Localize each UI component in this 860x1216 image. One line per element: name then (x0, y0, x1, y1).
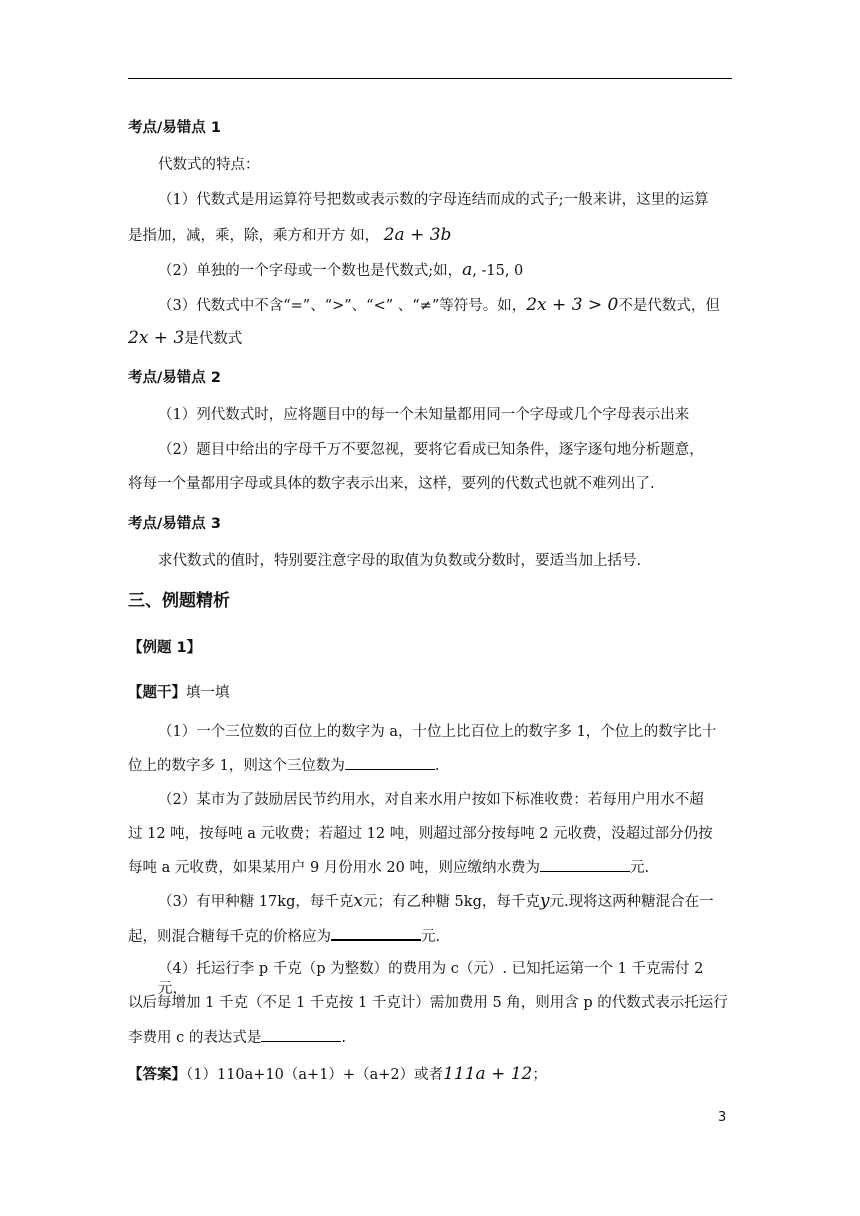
q1-answer-blank (345, 755, 435, 770)
q3-end: 元. (421, 929, 441, 945)
kaodian1-p3-mid: 不是代数式，但 (618, 298, 720, 314)
q3-text-3: 元.现将这两种糖混合在一 (549, 894, 714, 910)
header-rule (128, 78, 732, 79)
kaodian2-p2-line1: （2）题目中给出的字母千万不要忽视，要将它看成已知条件，逐字逐句地分析题意， (158, 442, 704, 458)
q2-text: 每吨 a 元收费，如果某用户 9 月份用水 20 吨，则应缴纳水费为 (128, 860, 540, 876)
answer-label: 【答案】 (128, 1067, 186, 1083)
kaodian2-heading: 考点/易错点 2 (128, 370, 221, 386)
kaodian1-p3-line1 (128, 295, 732, 316)
answer-text: （1）110a+10（a+1）+（a+2）或者 (186, 1067, 444, 1083)
q4-end: . (341, 1030, 346, 1046)
q4-line3 (128, 1027, 732, 1048)
kaodian1-p3-line2 (128, 328, 732, 349)
answer-formula: 111a + 12 (443, 1064, 533, 1084)
kaodian1-p1-text: 是指加，减，乘，除，乘方和开方 如， (128, 228, 380, 244)
example1-label: 【例题 1】 (128, 640, 202, 656)
q4-text: 李费用 c 的表达式是 (128, 1030, 262, 1046)
q2-line2: 过 12 吨，按每吨 a 元收费；若超过 12 吨，则超过部分按每吨 2 元收费，没超过部分仍按 (128, 826, 713, 842)
page-number: 3 (718, 1110, 727, 1125)
q1-line1: （1）一个三位数的百位上的数字为 a，十位上比百位上的数字多 1，个位上的数字比十 (158, 724, 717, 740)
kaodian1-p1-formula: 2a + 3b (383, 225, 452, 245)
q4-answer-blank (261, 1027, 341, 1042)
example1-stem (128, 683, 732, 703)
kaodian1-p3-formula2: 2x + 3 (128, 328, 185, 348)
q3-text-4: 起，则混合糖每千克的价格应为 (128, 929, 331, 945)
answer-end: ； (532, 1067, 547, 1083)
section-title: 三、例题精析 (128, 591, 230, 611)
kaodian1-p1-line1: （1）代数式是用运算符号把数或表示数的字母连结而成的式子;一般来讲，这里的运算 (158, 192, 709, 208)
q3-line2 (128, 925, 732, 947)
q3-text-1: （3）有甲种糖 17kg，每千克 (158, 894, 354, 910)
stem-label: 【题干】 (128, 685, 186, 701)
q3-text-2: 元；有乙种糖 5kg，每千克 (362, 894, 540, 910)
kaodian1-p1-line2 (128, 225, 732, 246)
kaodian1-heading: 考点/易错点 1 (128, 120, 221, 136)
kaodian3-heading: 考点/易错点 3 (128, 516, 221, 532)
q2-line3 (128, 857, 732, 878)
q3-var-x: x (353, 891, 363, 911)
q4-line1: （4）托运行李 p 千克（p 为整数）的费用为 c（元）. 已知托运第一个 1 千克需付 2 元， (158, 961, 704, 997)
q2-line1: （2）某市为了鼓励居民节约用水，对自来水用户按如下标准收费：若每用户用水不超 (158, 792, 704, 808)
kaodian2-p1: （1）列代数式时，应将题目中的每一个未知量都用同一个字母或几个字母表示出来 (158, 407, 690, 423)
q3-line1 (128, 891, 732, 912)
stem-text: 填一填 (186, 685, 230, 701)
kaodian1-p2 (128, 260, 732, 281)
kaodian1-p2-text: （2）单独的一个字母或一个数也是代数式;如， (158, 263, 463, 279)
q4-line2: 以后每增加 1 千克（不足 1 千克按 1 千克计）需加费用 5 角，则用含 p 的代数式表示托运行 (128, 995, 728, 1011)
kaodian1-p2-tail: , -15, 0 (472, 263, 524, 279)
kaodian2-p2-line2: 将每一个量都用字母或具体的数字表示出来，这样，要列的代数式也就不难列出了. (128, 476, 655, 492)
kaodian1-p3-formula1: 2x + 3 > 0 (526, 295, 619, 315)
answer-line (128, 1064, 732, 1085)
q2-answer-blank (540, 857, 630, 872)
q3-var-y: y (539, 891, 550, 911)
q3-answer-blank (331, 925, 421, 941)
q1-line2 (128, 755, 732, 776)
q2-end: 元. (629, 860, 650, 876)
q1-end: . (434, 758, 440, 774)
q1-text: 位上的数字多 1，则这个三位数为 (128, 758, 345, 774)
kaodian1-p3-tail: 是代数式 (184, 331, 243, 347)
kaodian3-p1: 求代数式的值时，特别要注意字母的取值为负数或分数时，要适当加上括号. (158, 553, 642, 569)
kaodian1-p3-text: （3）代数式中不含“=”、“>”、“<” 、“≠”等符号。如， (158, 298, 527, 314)
kaodian1-p2-formula: a (462, 260, 473, 280)
kaodian1-intro: 代数式的特点： (158, 157, 260, 173)
